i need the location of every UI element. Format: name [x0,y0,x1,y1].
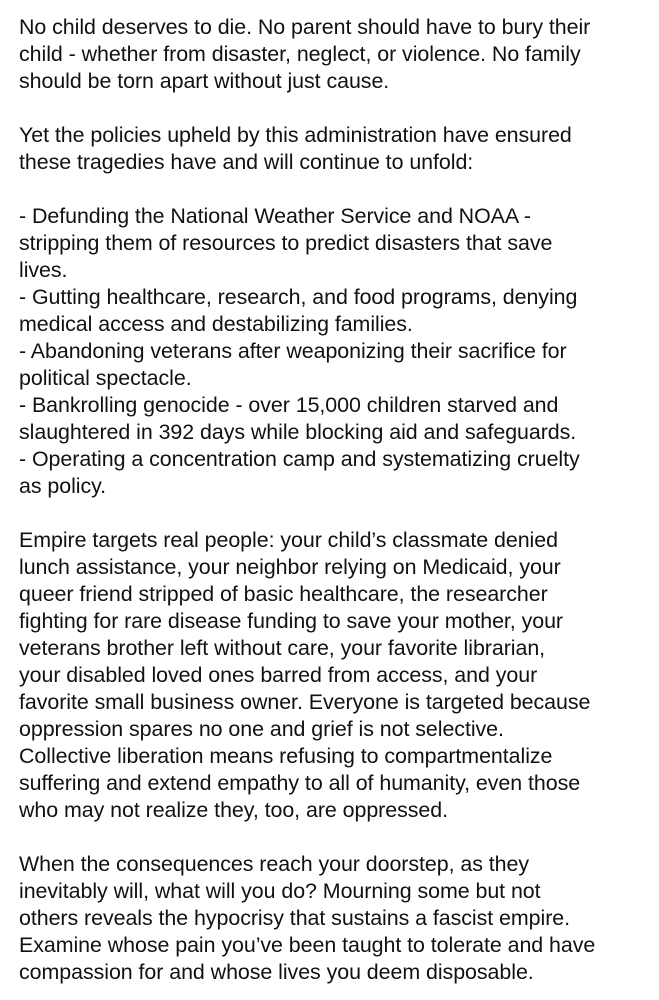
text-line: Yet the policies upheld by this administration have ensured [19,123,572,147]
text-line: lunch assistance, your neighbor relying on Medicaid, your [19,555,561,579]
text-line: compassion for and whose lives you deem disposable. [19,960,534,984]
text-line: others reveals the hypocrisy that sustains a fascist empire. [19,906,571,930]
text-line: these tragedies have and will continue to unfold: [19,150,474,174]
list-item-line: - Defunding the National Weather Service and NOAA - [19,204,531,228]
list-item-line: - Gutting healthcare, research, and food programs, denying [19,285,578,309]
text-line: child - whether from disaster, neglect, or violence. No family [19,42,581,66]
policy-list [19,203,649,500]
list-item-line: - Bankrolling genocide - over 15,000 children starved and [19,393,559,417]
text-line: oppression spares no one and grief is not selective. [19,717,504,741]
list-item-line: - Abandoning veterans after weaponizing their sacrifice for [19,339,567,363]
paragraph-policies-intro [19,122,649,176]
text-line: should be torn apart without just cause. [19,69,390,93]
text-line: your disabled loved ones barred from access, and your [19,663,538,687]
text-line: inevitably will, what will you do? Mourning some but not [19,879,541,903]
text-line: suffering and extend empathy to all of humanity, even those [19,771,581,795]
list-item-line: medical access and destabilizing families. [19,312,413,336]
text-line: veterans brother left without care, your favorite librarian, [19,636,546,660]
list-item-line: slaughtered in 392 days while blocking aid and safeguards. [19,420,577,444]
text-line: Empire targets real people: your child’s classmate denied [19,528,558,552]
post-body [19,14,649,986]
paragraph-conclusion [19,851,649,986]
list-item-line: lives. [19,258,68,282]
list-item-line: political spectacle. [19,366,192,390]
list-item-line: as policy. [19,474,107,498]
text-line: fighting for rare disease funding to save your mother, your [19,609,564,633]
text-line: No child deserves to die. No parent should have to bury their [19,15,591,39]
text-line: Examine whose pain you’ve been taught to tolerate and have [19,933,596,957]
text-line: When the consequences reach your doorstep, as they [19,852,529,876]
list-item-line: - Operating a concentration camp and systematizing cruelty [19,447,580,471]
text-line: favorite small business owner. Everyone is targeted because [19,690,591,714]
list-item-line: stripping them of resources to predict disasters that save [19,231,553,255]
paragraph-intro [19,14,649,95]
paragraph-empire-targets [19,527,649,824]
text-line: queer friend stripped of basic healthcare, the researcher [19,582,548,606]
text-line: who may not realize they, too, are oppressed. [19,798,448,822]
text-line: Collective liberation means refusing to compartmentalize [19,744,553,768]
